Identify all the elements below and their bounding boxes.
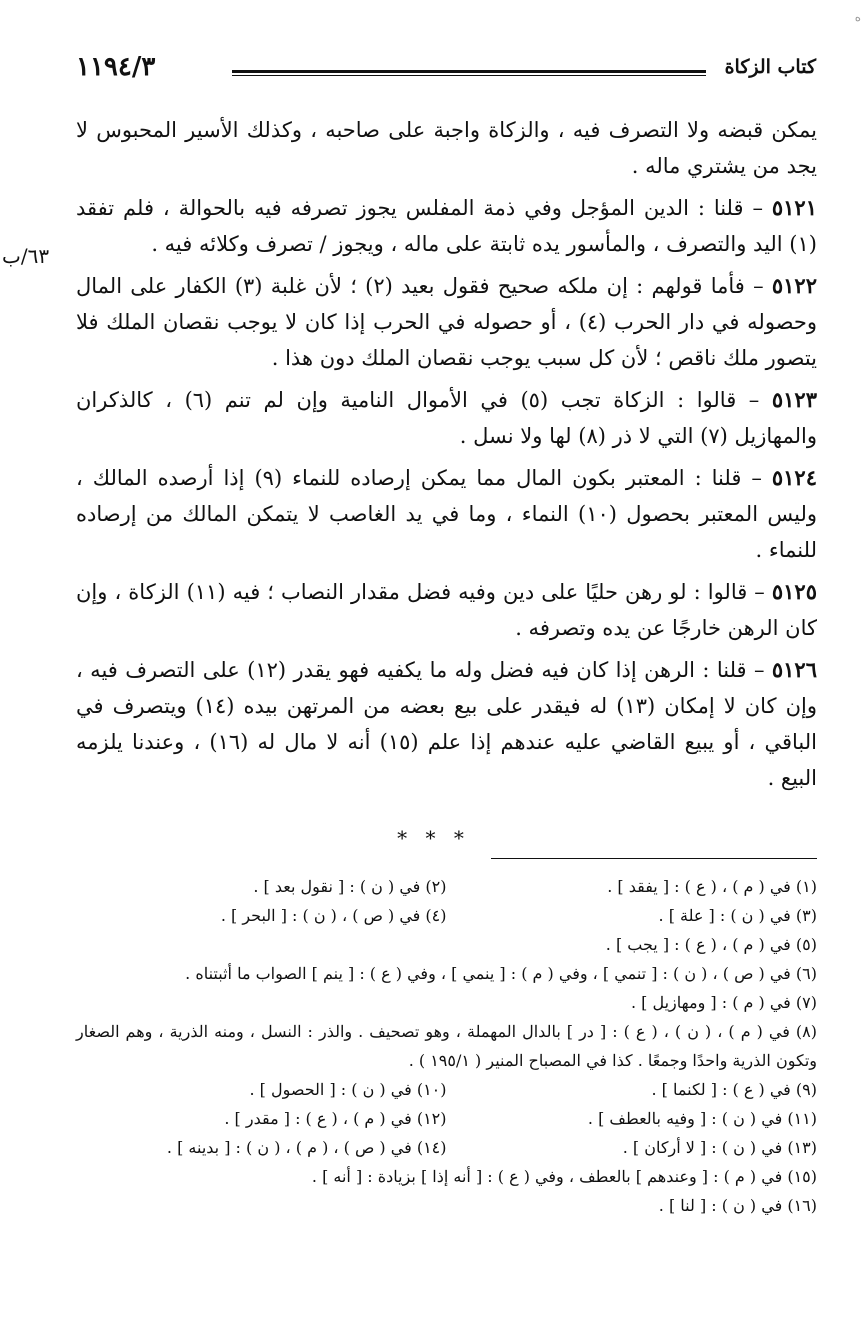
footnote-row: [76, 872, 817, 901]
paragraph-text: – قلنا : المعتبر بكون المال مما يمكن إرصاده للنماء (٩) إذا أرصده المالك ، وليس المعتبر بحصول (١٠) النماء ، وما في يد الغاصب لا يتمكن المالك من إرصاده للنماء .: [76, 466, 817, 562]
section-separator: * * *: [397, 826, 470, 850]
paragraph: [76, 112, 817, 184]
running-header: [76, 52, 816, 92]
footnote: (٧) في ( م ) : [ ومهازيل ] .: [630, 993, 817, 1012]
paragraph-number: ٥١٢٣: [771, 387, 817, 412]
paragraph-number: ٥١٢٦: [771, 657, 817, 682]
footnote: (٣) في ( ن ) : [ علة ] .: [658, 906, 817, 925]
paragraph-text: – قالوا : لو رهن حليًا على دين وفيه فضل مقدار النصاب ؛ فيه (١١) الزكاة ، وإن كان الرهن خارجًا عن يده وتصرفه .: [76, 580, 817, 640]
footnote-row: [76, 930, 817, 959]
paragraph-text: – قلنا : الرهن إذا كان فيه فضل وله ما يكفيه فهو يقدر (١٢) على التصرف فيه ، وإن كان لا إمكان (١٣) له فيقدر على بيع بعضه من المرتهن بيده (١٤) ويتصرف في الباقي ، أو يبيع القاضي عليه عندهم إذا علم (١٥) أنه لا مال له (١٦) ، وعندنا يلزمه البيع .: [76, 658, 817, 790]
footnote-row: [76, 901, 817, 930]
paragraph-text: – قالوا : الزكاة تجب (٥) في الأموال النامية وإن لم تنم (٦) ، كالذكران والمهازيل (٧) التي لا ذر (٨) لها ولا نسل .: [76, 388, 817, 448]
paragraph-number: ٥١٢٥: [771, 579, 817, 604]
footnote: (١٣) في ( ن ) : [ لا أركان ] .: [622, 1138, 817, 1157]
footnote: (١٠) في ( ن ) : [ الحصول ] .: [249, 1080, 447, 1099]
paragraph-text: – فأما قولهم : إن ملكه صحيح فقول بعيد (٢) ؛ لأن غلبة (٣) الكفار على المال وحصوله في دار الحرب (٤) ، أو حصوله في الحرب إذا كان لا يوجب نقصان الملك فلا يتصور ملك ناقص ؛ لأن كل سبب يوجب نقصان الملك دون هذا .: [76, 274, 818, 370]
margin-folio-note: ٦٣/ب: [2, 244, 50, 268]
header-rule: [232, 70, 706, 76]
footnote-row: [76, 1104, 817, 1133]
paragraph: [76, 460, 817, 568]
footnote: (١٦) في ( ن ) : [ لنا ] .: [658, 1196, 817, 1215]
paragraph: [76, 652, 817, 796]
footnote: (١٥) في ( م ) : [ وعندهم ] بالعطف ، وفي ( ع ) : [ أنه إذا ] بزيادة : [ أنه ] .: [311, 1167, 817, 1186]
footnote: (٩) في ( ع ) : [ لكنما ] .: [651, 1080, 817, 1099]
footnote: (١) في ( م ) ، ( ع ) : [ يفقد ] .: [607, 877, 817, 896]
corner-mark: ه: [854, 10, 861, 24]
footnote: (٨) في ( م ) ، ( ن ) ، ( ع ) : [ در ] بالدال المهملة ، وهو تصحيف . والذر : النسل ، ومنه الذرية ، وهم الصغار وتكون الذرية واحدًا وجمعًا . كذا في المصباح المنير ( ١٩٥/١ ) .: [76, 1022, 817, 1070]
footnote: (٥) في ( م ) ، ( ع ) : [ يجب ] .: [605, 935, 817, 954]
paragraph: [76, 574, 817, 646]
footnote: (١٤) في ( ص ) ، ( م ) ، ( ن ) : [ بدينه ] .: [166, 1138, 447, 1157]
footnote: (١٢) في ( م ) ، ( ع ) : [ مقدر ] .: [224, 1109, 447, 1128]
footnote: (١١) في ( ن ) : [ وفيه بالعطف ] .: [587, 1109, 817, 1128]
footnote: (٢) في ( ن ) : [ نقول بعد ] .: [253, 877, 447, 896]
footnote-row: [76, 1191, 817, 1220]
paragraph-text: – قلنا : الدين المؤجل وفي ذمة المفلس يجوز تصرفه فيه بالحوالة ، فلم تفقد (١) اليد والتصرف ، والمأسور يده ثابتة على ماله ، ويجوز / تصرف وكلائه فيه .: [76, 196, 817, 256]
footnote-row: [76, 1133, 817, 1162]
footnote-row: [76, 1075, 817, 1104]
header-page-number: ١١٩٤/٣: [76, 52, 156, 82]
paragraph-number: ٥١٢٤: [771, 465, 817, 490]
footnote-row: [76, 959, 817, 988]
paragraph-number: ٥١٢٢: [771, 273, 817, 298]
main-text: [76, 112, 817, 802]
footnote-rule: [491, 858, 817, 859]
paragraph: [76, 190, 817, 262]
footnote-row: [76, 1162, 817, 1191]
footnote-row: [76, 1017, 817, 1075]
paragraph: [76, 268, 817, 376]
footnote: (٤) في ( ص ) ، ( ن ) : [ البحر ] .: [220, 906, 447, 925]
paragraph-number: ٥١٢١: [771, 195, 817, 220]
paragraph: [76, 382, 817, 454]
footnote-row: [76, 988, 817, 1017]
footnote: (٦) في ( ص ) ، ( ن ) : [ تنمي ] ، وفي ( م ) : [ ينمي ] ، وفي ( ع ) : [ ينم ] الصواب ما أثبتناه .: [185, 964, 817, 983]
header-title: كتاب الزكاة: [724, 56, 816, 78]
paragraph-text: يمكن قبضه ولا التصرف فيه ، والزكاة واجبة على صاحبه ، وكذلك الأسير المحبوس لا يجد من يشتري ماله .: [76, 118, 817, 178]
footnotes: [76, 872, 817, 1220]
